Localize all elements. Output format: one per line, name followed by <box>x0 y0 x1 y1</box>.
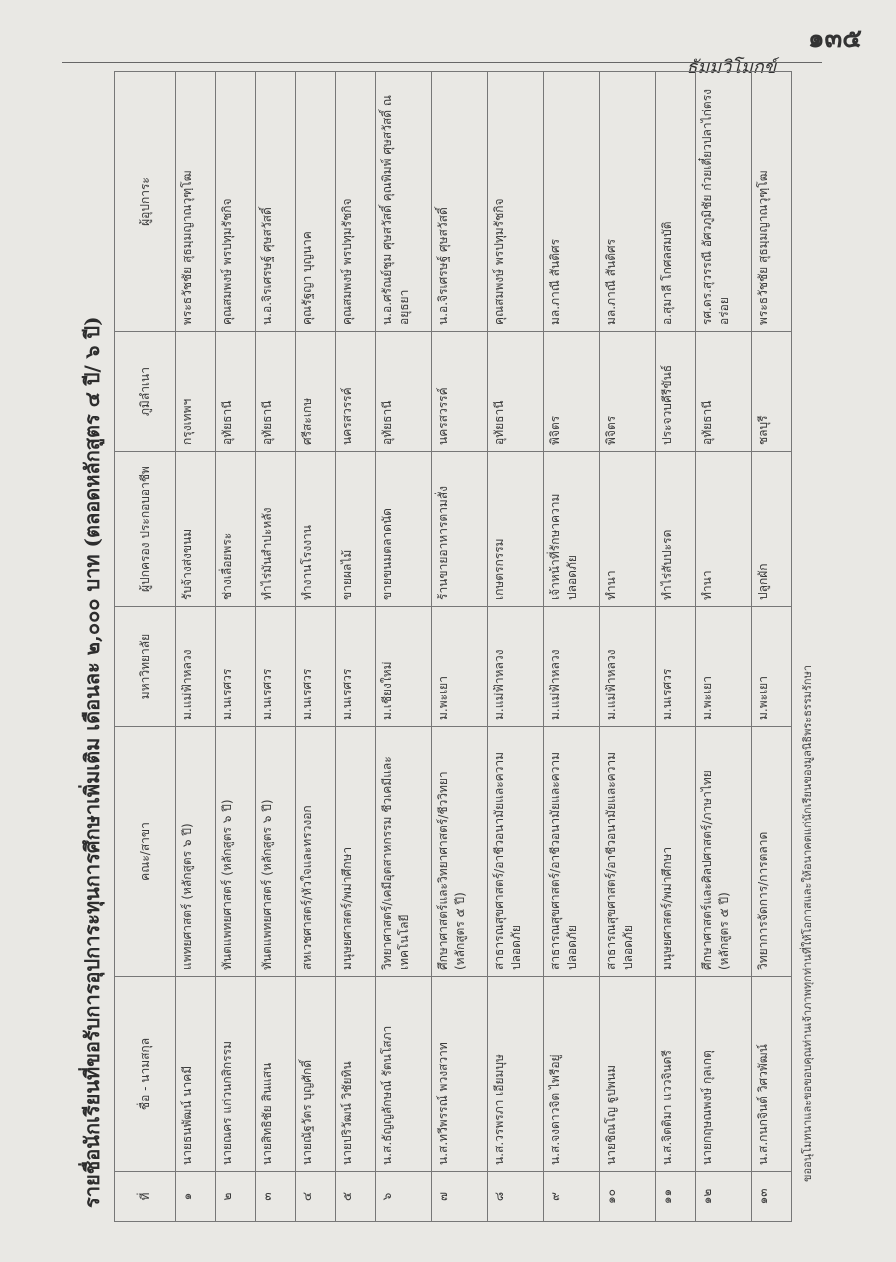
cell-guardian-job: ปลูกผัก <box>752 452 792 607</box>
header-guardian-job: ผู้ปกครอง ประกอบอาชีพ <box>115 452 176 607</box>
cell-name: นายณคร แก่วนกสิกรรม <box>216 977 256 1172</box>
cell-guardian-job: ร้านขายอาหารตามสั่ง <box>432 452 488 607</box>
cell-name: น.ส.จงดาวจิต ไพรีอยู่ <box>544 977 600 1172</box>
table-footnote: ขออนุโมทนาและขอขอบคุณท่านเจ้าภาพทุกท่านที่ให้โอกาสและให้อนาคตแก่นักเรียนของมูลนิธิพระธรรมรักษา <box>801 665 814 1182</box>
cell-hometown: ประจวบคีรีขันธ์ <box>656 332 696 452</box>
cell-guardian-job: เกษตรกรรม <box>488 452 544 607</box>
cell-guardian-job: ทำไร่สับปะรด <box>656 452 696 607</box>
cell-no: ๕ <box>336 1172 376 1222</box>
cell-hometown: พิจิตร <box>544 332 600 452</box>
cell-faculty: ทันตแพทยศาสตร์ (หลักสูตร ๖ ปี) <box>216 727 256 977</box>
cell-sponsor: น.อ.จิรเศรษฐ์ ศุษสวัสดิ์ <box>432 72 488 332</box>
cell-university: ม.แม่ฟ้าหลวง <box>544 607 600 727</box>
header-name: ชื่อ - นามสกุล <box>115 977 176 1172</box>
cell-sponsor: คุณสมพงษ์ พรปทุมรัชกิจ <box>336 72 376 332</box>
cell-name: นายธนพัฒน์ นาคมี <box>176 977 216 1172</box>
cell-sponsor: คุณสมพงษ์ พรปทุมรัชกิจ <box>216 72 256 332</box>
cell-faculty: มนุษยศาสตร์/พม่าศึกษา <box>656 727 696 977</box>
cell-no: ๑๑ <box>656 1172 696 1222</box>
cell-sponsor: รศ.ดร.สุวรรณี อัศวภูมิชัย ก๋วยเตี๋ยวปลาไก่ตรงอร่อย <box>696 72 752 332</box>
cell-name: น.ส.จิตติมา แววจินดรี <box>656 977 696 1172</box>
cell-guardian-job: ขายผลไม้ <box>336 452 376 607</box>
cell-hometown: อุทัยธานี <box>216 332 256 452</box>
cell-university: ม.พะเยา <box>432 607 488 727</box>
cell-no: ๔ <box>296 1172 336 1222</box>
rotated-table-block <box>70 72 814 1222</box>
scholarship-table <box>114 71 792 1222</box>
table-row <box>296 72 336 1222</box>
table-row <box>544 72 600 1222</box>
cell-no: ๑๒ <box>696 1172 752 1222</box>
cell-hometown: อุทัยธานี <box>256 332 296 452</box>
cell-hometown: ศรีสะเกษ <box>296 332 336 452</box>
cell-university: ม.แม่ฟ้าหลวง <box>176 607 216 727</box>
cell-university: ม.เชียงใหม่ <box>376 607 432 727</box>
cell-guardian-job: ขายขนมตลาดนัด <box>376 452 432 607</box>
cell-guardian-job: ทำงานโรงงาน <box>296 452 336 607</box>
table-title: รายชื่อนักเรียนที่ขอรับการอุปการะทุนการศึกษาเพิ่มเติม เดือนละ ๒,๐๐๐ บาท (ตลอดหลักสูตร ๔ ปี/ ๖ ปี) <box>80 316 104 1208</box>
running-head: ธัมมวิโมกข์ <box>686 57 776 78</box>
cell-name: น.ส.ทวีพรรณ์ พวงสวาท <box>432 977 488 1172</box>
cell-hometown: นครสวรรค์ <box>432 332 488 452</box>
cell-name: นายณัฐวัตร บุญศักดิ์ <box>296 977 336 1172</box>
cell-name: น.ส.วรพรภา เอียมบุษ <box>488 977 544 1172</box>
table-row <box>432 72 488 1222</box>
cell-no: ๑๐ <box>600 1172 656 1222</box>
header-sponsor: ผู้อุปการะ <box>115 72 176 332</box>
cell-name: น.ส.ธัญญลักษณ์ รัตนโสภา <box>376 977 432 1172</box>
cell-hometown: พิจิตร <box>600 332 656 452</box>
header-no: ที่ <box>115 1172 176 1222</box>
cell-faculty: มนุษยศาสตร์/พม่าศึกษา <box>336 727 376 977</box>
cell-sponsor: น.อ.จิรเศรษฐ์ ศุษสวัสดิ์ <box>256 72 296 332</box>
header-rule <box>62 62 822 63</box>
table-row <box>336 72 376 1222</box>
cell-name: นายชิณโญ ฐูปพนม <box>600 977 656 1172</box>
table-row <box>376 72 432 1222</box>
cell-university: ม.พะเยา <box>752 607 792 727</box>
cell-sponsor: มล.ภาณี สันติศร <box>544 72 600 332</box>
cell-faculty: สาธารณสุขศาสตร์/อาชีวอนามัยและความปลอดภัย <box>544 727 600 977</box>
cell-no: ๘ <box>488 1172 544 1222</box>
cell-guardian-job: ทำนา <box>696 452 752 607</box>
cell-university: ม.แม่ฟ้าหลวง <box>600 607 656 727</box>
cell-no: ๒ <box>216 1172 256 1222</box>
header-hometown: ภูมิลำเนา <box>115 332 176 452</box>
table-row <box>488 72 544 1222</box>
cell-faculty: ทันตแพทยศาสตร์ (หลักสูตร ๖ ปี) <box>256 727 296 977</box>
cell-sponsor: คุณรัฐญา บุญนาค <box>296 72 336 332</box>
cell-university: ม.พะเยา <box>696 607 752 727</box>
cell-guardian-job: ทำนา <box>600 452 656 607</box>
cell-faculty: ศึกษาศาสตร์และวิทยาศาสตร์/ชีววิทยา (หลักสูตร ๕ ปี) <box>432 727 488 977</box>
table-row <box>216 72 256 1222</box>
cell-no: ๑ <box>176 1172 216 1222</box>
cell-faculty: สาธารณสุขศาสตร์/อาชีวอนามัยและความปลอดภัย <box>488 727 544 977</box>
cell-university: ม.นเรศวร <box>256 607 296 727</box>
cell-sponsor: มล.ภาณี สันติศร <box>600 72 656 332</box>
header-university: มหาวิทยาลัย <box>115 607 176 727</box>
cell-hometown: ชลบุรี <box>752 332 792 452</box>
cell-no: ๓ <box>256 1172 296 1222</box>
cell-faculty: สาธารณสุขศาสตร์/อาชีวอนามัยและความปลอดภัย <box>600 727 656 977</box>
cell-name: นายสิทธิชัย สินแสน <box>256 977 296 1172</box>
cell-no: ๙ <box>544 1172 600 1222</box>
cell-university: ม.นเรศวร <box>216 607 256 727</box>
cell-sponsor: พระธวัชชัย สุธมฺมญาณวุฑฺโฒ <box>176 72 216 332</box>
cell-hometown: อุทัยธานี <box>696 332 752 452</box>
cell-name: นายปริวัฒน์ วิชัยทิน <box>336 977 376 1172</box>
cell-guardian-job: รับจ้างส่งขนม <box>176 452 216 607</box>
table-row <box>176 72 216 1222</box>
page-number: ๑๓๕ <box>808 24 862 54</box>
table-row <box>600 72 656 1222</box>
header-faculty: คณะ/สาขา <box>115 727 176 977</box>
table-row <box>752 72 792 1222</box>
cell-name: นายกฤษณพงษ์ กุลเกตุ <box>696 977 752 1172</box>
cell-no: ๗ <box>432 1172 488 1222</box>
table-row <box>256 72 296 1222</box>
cell-faculty: แพทยศาสตร์ (หลักสูตร ๖ ปี) <box>176 727 216 977</box>
cell-name: น.ส.กนกจินต์ วิศวพัฒน์ <box>752 977 792 1172</box>
table-header-row <box>115 72 176 1222</box>
cell-university: ม.นเรศวร <box>656 607 696 727</box>
cell-guardian-job: เจ้าหน้าที่รักษาความปลอดภัย <box>544 452 600 607</box>
cell-university: ม.นเรศวร <box>336 607 376 727</box>
cell-guardian-job: ช่างเลื่อยพระ <box>216 452 256 607</box>
cell-no: ๑๓ <box>752 1172 792 1222</box>
cell-university: ม.นเรศวร <box>296 607 336 727</box>
cell-sponsor: คุณสมพงษ์ พรปทุมรัชกิจ <box>488 72 544 332</box>
cell-sponsor: พระธวัชชัย สุธมฺมญาณวุฑฺโฒ <box>752 72 792 332</box>
cell-no: ๖ <box>376 1172 432 1222</box>
cell-sponsor: อ.สุมาลี โกศลสมบัติ <box>656 72 696 332</box>
cell-faculty: วิทยาศาสตร์/เคมีอุตสาหกรรม ชีวเคมีและเทคโนโลยี <box>376 727 432 977</box>
cell-sponsor: น.อ.ศรัณย์ชุม ศุษสวัสดิ์ คุณพิมพ์ ศุษสวัสดิ์ ณ อยุธยา <box>376 72 432 332</box>
cell-guardian-job: ทำไร่มันสำปะหลัง <box>256 452 296 607</box>
cell-hometown: นครสวรรค์ <box>336 332 376 452</box>
cell-faculty: ศึกษาศาสตร์และศิลปศาสตร์/ภาษาไทย (หลักสูตร ๕ ปี) <box>696 727 752 977</box>
cell-faculty: วิทยาการจัดการ/การตลาด <box>752 727 792 977</box>
cell-faculty: สหเวชศาสตร์/หัวใจและทรวงอก <box>296 727 336 977</box>
cell-hometown: อุทัยธานี <box>488 332 544 452</box>
table-row <box>696 72 752 1222</box>
cell-university: ม.แม่ฟ้าหลวง <box>488 607 544 727</box>
cell-hometown: อุทัยธานี <box>376 332 432 452</box>
table-row <box>656 72 696 1222</box>
cell-hometown: กรุงเทพฯ <box>176 332 216 452</box>
